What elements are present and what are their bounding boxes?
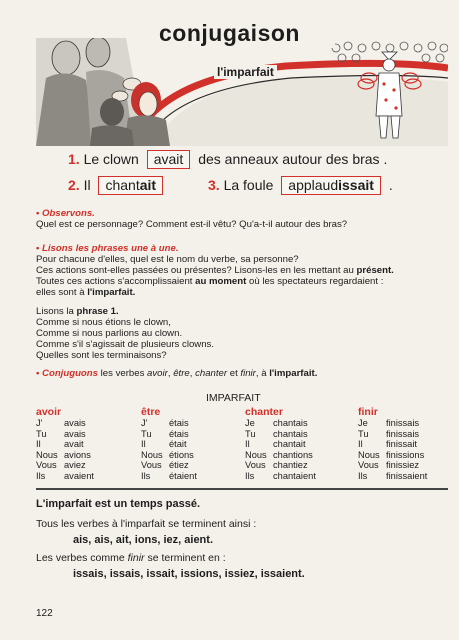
section-observons: • Observons. Quel est ce personnage? Comment est-il vêtu? Qu'a-t-il autour des bras? (36, 208, 448, 230)
pronoun: Tu (36, 428, 47, 439)
conjugation-row (358, 439, 427, 450)
page-number: 122 (36, 608, 53, 619)
example-text: des anneaux autour des bras (198, 151, 380, 167)
verb-form: avais (64, 428, 86, 439)
pronoun: Tu (141, 428, 152, 439)
verb-form: finissiez (386, 460, 420, 470)
section-phrase1 (36, 306, 448, 361)
example-3 (208, 176, 393, 195)
verb-form: avais (64, 418, 86, 428)
verb-form: chantait (273, 439, 306, 449)
conjugation-row (141, 460, 197, 471)
paragraph-line: Toutes ces actions s'accomplissaient au moment où les spectateurs regardaient : (36, 276, 384, 287)
paragraph-line: Lisons la phrase 1. (36, 306, 119, 317)
conjugation-row (245, 429, 316, 440)
verb-form: aviez (64, 460, 86, 470)
conjugation-row (36, 471, 94, 482)
pronoun: Il (358, 439, 363, 449)
verb-form: chantions (273, 449, 313, 460)
verb-form: finissais (386, 418, 420, 428)
pronoun: Je (245, 418, 255, 428)
pronoun: Tu (245, 428, 256, 439)
verb-form: finissait (386, 439, 418, 449)
verb-form: finissaient (386, 470, 428, 481)
verb-form: finissais (386, 428, 420, 439)
circus-illustration (36, 38, 448, 146)
verb-form: chantais (273, 428, 308, 439)
verb-form: chantiez (273, 460, 308, 470)
conjugation-column-avoir (36, 406, 94, 481)
pronoun: Vous (141, 460, 162, 470)
pronoun: Ils (358, 470, 368, 481)
pronoun: J' (141, 418, 148, 428)
pronoun: Ils (36, 470, 46, 481)
example-number: 3. (208, 177, 220, 193)
conjugation-row (358, 418, 427, 429)
pronoun: Nous (141, 449, 163, 460)
pronoun: Il (141, 439, 146, 449)
verb-form: avions (64, 449, 91, 460)
verb-box (281, 176, 381, 195)
verb-form: avaient (64, 470, 94, 481)
pronoun: Tu (358, 428, 369, 439)
verb-form: étions (169, 449, 194, 460)
punctuation: . (383, 151, 388, 167)
pronoun: Nous (245, 449, 267, 460)
verb-box (98, 176, 163, 195)
verb-ending: issait (338, 177, 374, 193)
endings-finir: issais, issais, issait, issions, issiez, issaient. (73, 568, 305, 580)
conjugation-row (245, 418, 316, 429)
paragraph-line: Comme s'il s'agissait de plusieurs clowns. (36, 339, 215, 350)
conjugation-row (36, 450, 94, 461)
conjugation-column-etre (141, 406, 197, 481)
example-text: La foule (223, 177, 274, 193)
conjugation-row (36, 429, 94, 440)
section-lisons: • Lisons les phrases une à une. Pour chacune d'elles, quel est le nom du verbe, sa personne? Ces actions sont-elles passées ou présentes? Lisons-les en les mettant au présent. Toutes ces actions s'accomplissaient au moment où les spectateurs regardaient : elles sont à l'imparfait. (36, 243, 448, 298)
pronoun: Je (358, 418, 368, 428)
summary-line: Tous les verbes à l'imparfait se terminent ainsi : (36, 518, 257, 530)
verb-form: étais (169, 418, 189, 428)
pronoun: Vous (245, 460, 266, 470)
page-title: conjugaison (159, 20, 300, 46)
conjugation-row (245, 460, 316, 471)
conjugation-column-finir (358, 406, 427, 481)
conjugation-row (358, 429, 427, 440)
verb-heading: avoir (36, 406, 62, 418)
pronoun: Vous (358, 460, 379, 470)
lesson-subtitle: l'imparfait (214, 65, 277, 79)
conjugation-row (141, 450, 197, 461)
verb-form: chantaient (273, 470, 316, 481)
section-heading: Lisons les phrases une à une. (42, 243, 179, 254)
conjugation-row (141, 439, 197, 450)
conjugation-row (141, 471, 197, 482)
conjugation-row (358, 471, 427, 482)
paragraph-line: elles sont à l'imparfait. (36, 287, 136, 298)
verb-ending: ait (139, 177, 157, 193)
pronoun: Ils (141, 470, 151, 481)
rule-statement: L'imparfait est un temps passé. (36, 498, 200, 510)
verb-form: étaient (169, 470, 197, 481)
pronoun: Vous (36, 460, 57, 470)
pronoun: Il (245, 439, 250, 449)
verb-heading: être (141, 406, 161, 418)
conjugation-row (358, 450, 427, 461)
example-2 (68, 176, 163, 195)
verb-form: avait (64, 439, 84, 449)
pronoun: Nous (358, 449, 380, 460)
conjugation-row (36, 439, 94, 450)
verb-stem: chant (105, 177, 140, 193)
pronoun: Ils (245, 470, 255, 481)
conjugation-row (36, 460, 94, 471)
section-heading: Conjuguons (42, 368, 98, 379)
example-text: Il (83, 177, 91, 193)
endings-regular: ais, ais, ait, ions, iez, aient. (73, 534, 213, 546)
verb-form: chantais (273, 418, 308, 428)
verb-stem: avait (153, 151, 184, 167)
punctuation: . (388, 177, 393, 193)
verb-form: finissions (386, 449, 425, 460)
pronoun: J' (36, 418, 43, 428)
pronoun: Il (36, 439, 41, 449)
verb-heading: finir (358, 406, 378, 418)
conjugation-row (141, 429, 197, 440)
pronoun: Nous (36, 449, 58, 460)
conjugation-column-chanter (245, 406, 316, 481)
paragraph: Quel est ce personnage? Comment est-il vêtu? Qu'a-t-il autour des bras? (36, 219, 348, 230)
conjugation-row (245, 439, 316, 450)
paragraph-line: Comme si nous étions le clown, (36, 317, 171, 328)
paragraph-line: Pour chacune d'elles, quel est le nom du verbe, sa personne? (36, 254, 299, 265)
verb-stem: applaud (288, 177, 339, 193)
example-1 (68, 150, 387, 169)
example-number: 2. (68, 177, 80, 193)
conjugation-row (141, 418, 197, 429)
conjugation-row (358, 460, 427, 471)
verb-form: était (169, 439, 187, 449)
verb-box (147, 150, 191, 169)
section-conjuguons: • Conjuguons les verbes avoir, être, chanter et finir, à l'imparfait. (36, 368, 318, 379)
verb-form: étiez (169, 460, 189, 470)
verb-heading: chanter (245, 406, 283, 418)
summary-line: Les verbes comme finir se terminent en : (36, 552, 226, 564)
conjugation-row (245, 471, 316, 482)
conjugation-row (36, 418, 94, 429)
example-text: Le clown (83, 151, 139, 167)
example-number: 1. (68, 151, 80, 167)
section-heading: Observons. (42, 208, 95, 219)
conjugation-row (245, 450, 316, 461)
verb-form: étais (169, 428, 189, 439)
paragraph-line: Ces actions sont-elles passées ou présentes? Lisons-les en les mettant au présent. (36, 265, 394, 276)
table-title: IMPARFAIT (206, 392, 261, 404)
divider (36, 488, 448, 490)
paragraph-line: Quelles sont les terminaisons? (36, 350, 167, 361)
paragraph-line: Comme si nous parlions au clown. (36, 328, 183, 339)
